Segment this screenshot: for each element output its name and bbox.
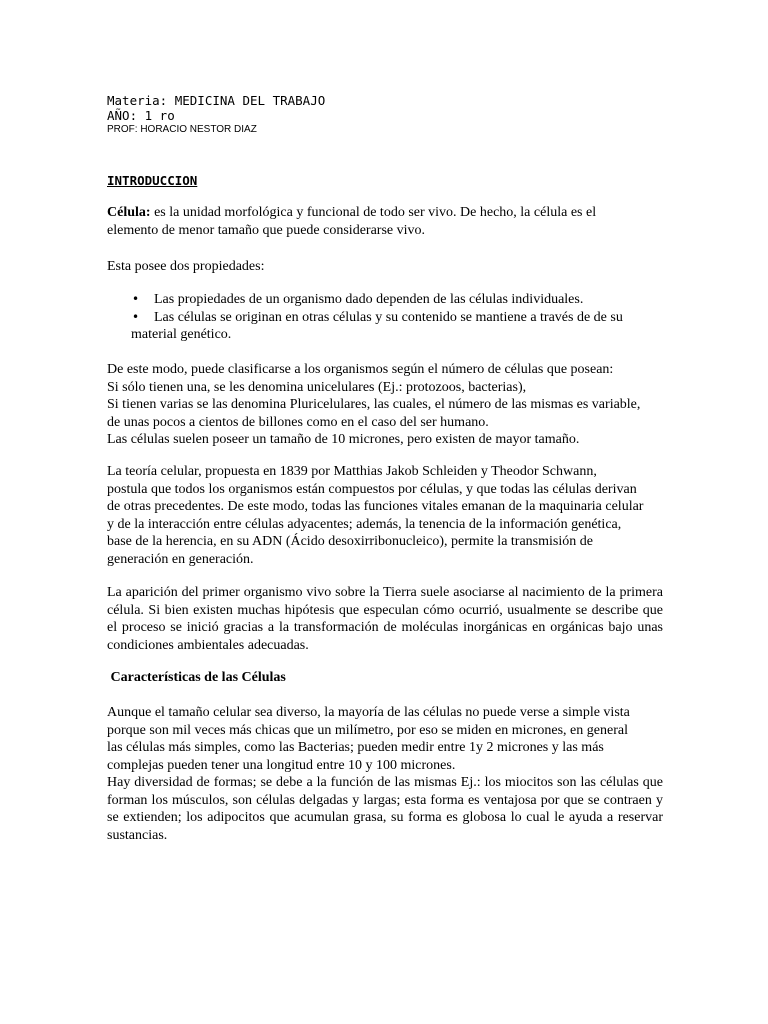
cell-definition bbox=[107, 204, 663, 239]
document-header bbox=[107, 93, 663, 123]
cell-definition-line-2: elemento de menor tamaño que puede considerarse vivo. bbox=[107, 222, 425, 238]
year-line: AÑO: 1 ro bbox=[107, 108, 175, 123]
cell-term: Célula: bbox=[107, 205, 151, 220]
professor-line: PROF: HORACIO NESTOR DIAZ bbox=[107, 124, 257, 135]
paragraph-line: Las células suelen poseer un tamaño de 10 micrones, pero existen de mayor tamaño. bbox=[107, 432, 580, 447]
size-paragraph bbox=[107, 704, 663, 774]
properties-lead: Esta posee dos propiedades: bbox=[107, 259, 265, 274]
paragraph-line: Aunque el tamaño celular sea diverso, la mayoría de las células no puede verse a simple vista bbox=[107, 705, 630, 720]
paragraph-line: complejas pueden tener una longitud entre 10 y 100 micrones. bbox=[107, 757, 456, 773]
paragraph-line: De este modo, puede clasificarse a los organismos según el número de células que posean: bbox=[107, 362, 614, 377]
cell-definition-line-1: es la unidad morfológica y funcional de todo ser vivo. De hecho, la célula es el bbox=[150, 205, 597, 220]
paragraph-line: Si sólo tienen una, se les denomina unicelulares (Ej.: protozoos, bacterias), bbox=[107, 379, 527, 395]
paragraph-line: de unas pocos a cientos de billones como en el caso del ser humano. bbox=[107, 414, 489, 430]
paragraph-line: porque son mil veces más chicas que un milímetro, por eso se miden en micrones, en general bbox=[107, 722, 628, 738]
list-item: • Las propiedades de un organismo dado dependen de las células individuales. bbox=[107, 291, 667, 309]
paragraph-line: generación en generación. bbox=[107, 551, 254, 567]
characteristics-heading: Características de las Células bbox=[107, 670, 286, 685]
paragraph-line: La teoría celular, propuesta en 1839 por Matthias Jakob Schleiden y Theodor Schwann, bbox=[107, 464, 597, 479]
origin-paragraph: La aparición del primer organismo vivo sobre la Tierra suele asociarse al nacimiento de la primera célula. Si bien existen muchas hipótesis que especulan cómo ocurrió, usualmente se describe que el proceso se inició gracias a la transformación de moléculas inorgánicas en orgánicas bajo unas condiciones ambientales adecuadas. bbox=[107, 585, 663, 653]
paragraph-line: y de la interacción entre células adyacentes; además, la tenencia de la información genética, bbox=[107, 516, 622, 532]
shapes-paragraph: Hay diversidad de formas; se debe a la función de las mismas Ej.: los miocitos son las células que forman los músculos, son células delgadas y largas; esta forma es ventajosa por que se contraen y se extienden; los adipocitos que acumulan grasa, su forma es globosa lo cual le ayuda a reservar sustancias. bbox=[107, 775, 663, 843]
introduction-heading: INTRODUCCION bbox=[107, 173, 198, 188]
paragraph-line: las células más simples, como las Bacterias; pueden medir entre 1y 2 micrones y las más bbox=[107, 740, 604, 755]
paragraph-line: base de la herencia, en su ADN (Ácido desoxirribonucleico), permite la transmisión de bbox=[107, 534, 593, 549]
classification-paragraph bbox=[107, 361, 663, 449]
cell-theory-paragraph bbox=[107, 463, 663, 568]
paragraph-line: Si tienen varias se las denomina Pluricelulares, las cuales, el número de las mismas es variable, bbox=[107, 397, 641, 412]
paragraph-line: de otras precedentes. De este modo, todas las funciones vitales emanan de la maquinaria celular bbox=[107, 499, 644, 514]
list-item: • Las células se originan en otras células y su contenido se mantiene a través de de su material genético. bbox=[107, 309, 667, 344]
subject-line: Materia: MEDICINA DEL TRABAJO bbox=[107, 93, 326, 108]
paragraph-line: postula que todos los organismos están compuestos por células, y que todas las células derivan bbox=[107, 481, 637, 497]
properties-list bbox=[107, 291, 667, 344]
